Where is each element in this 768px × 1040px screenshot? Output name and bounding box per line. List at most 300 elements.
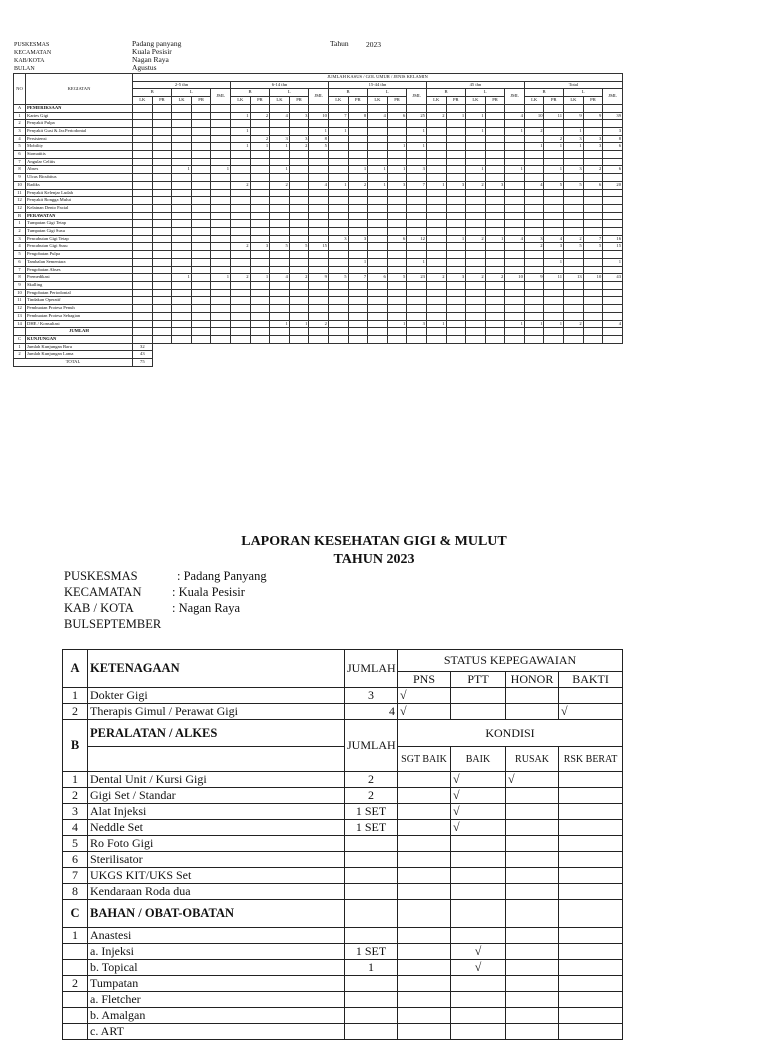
value-cell: 6	[387, 235, 407, 243]
value-cell	[466, 204, 486, 212]
value-cell	[328, 258, 348, 266]
value-cell	[544, 189, 564, 197]
value-cell	[348, 305, 368, 313]
value-cell	[446, 266, 466, 274]
value-cell	[407, 197, 427, 205]
value-cell: 1	[426, 181, 446, 189]
value-cell: 3	[603, 127, 623, 135]
value-cell: 10	[583, 274, 603, 282]
value-cell	[191, 235, 211, 243]
value-cell	[191, 243, 211, 251]
value-cell	[133, 189, 153, 197]
kasus-table	[13, 73, 623, 367]
value-cell	[309, 204, 329, 212]
value-cell	[426, 143, 446, 151]
table-row	[14, 127, 623, 135]
value-cell	[524, 258, 544, 266]
value-cell	[426, 305, 446, 313]
value-cell: 1	[270, 320, 290, 328]
value-cell	[250, 312, 270, 320]
value-cell	[172, 181, 192, 189]
value-cell	[152, 312, 172, 320]
value-cell	[270, 297, 290, 305]
check-cell: √	[506, 772, 559, 788]
row-jumlah: 4	[345, 704, 398, 720]
value-cell: 1	[524, 320, 544, 328]
value-cell	[583, 158, 603, 166]
value-cell	[328, 204, 348, 212]
value-cell	[348, 243, 368, 251]
row-jumlah: 1 SET	[345, 804, 398, 820]
value-cell	[446, 335, 466, 343]
value-cell	[211, 112, 231, 120]
value-cell	[387, 289, 407, 297]
value-cell	[368, 220, 388, 228]
value-cell	[211, 158, 231, 166]
value-cell	[544, 104, 564, 112]
value-cell	[524, 174, 544, 182]
section-title: PERALATAN / ALKES	[88, 720, 345, 747]
table-row	[14, 281, 623, 289]
info-row-puskesmas	[64, 568, 267, 584]
value-cell	[387, 189, 407, 197]
value-cell: 1	[544, 320, 564, 328]
value-cell	[407, 297, 427, 305]
value-cell	[133, 289, 153, 297]
value-cell	[426, 266, 446, 274]
check-cell	[559, 688, 623, 704]
value-cell	[544, 359, 564, 367]
value-cell	[270, 104, 290, 112]
value-cell	[564, 104, 584, 112]
row-kegiatan: Pembuatan Protesa Penuh	[26, 305, 133, 313]
table-row	[63, 747, 623, 772]
value-cell: 2	[289, 274, 309, 282]
value-cell	[348, 151, 368, 159]
value-cell	[328, 120, 348, 128]
value-cell	[603, 120, 623, 128]
check-cell	[451, 688, 506, 704]
value-cell: 1	[368, 181, 388, 189]
value-cell: 2	[466, 274, 486, 282]
value-cell	[230, 251, 250, 259]
value-cell	[133, 235, 153, 243]
jumlah-header: JUMLAH	[345, 650, 398, 688]
value-cell	[211, 328, 231, 336]
value-cell	[211, 212, 231, 220]
value-cell	[250, 297, 270, 305]
value-cell	[348, 335, 368, 343]
value-cell	[446, 189, 466, 197]
row-kegiatan: Abses	[26, 166, 133, 174]
value-cell	[309, 189, 329, 197]
value-cell	[603, 266, 623, 274]
value-cell	[505, 343, 525, 351]
row-no: 6	[14, 151, 26, 159]
value-cell	[191, 204, 211, 212]
value-cell	[133, 212, 153, 220]
check-cell	[506, 836, 559, 852]
value-kabkota: Nagan Raya	[132, 55, 169, 64]
value-cell	[152, 174, 172, 182]
value-cell	[603, 151, 623, 159]
value-cell: 2	[583, 166, 603, 174]
row-no: B	[14, 212, 26, 220]
value-cell	[250, 166, 270, 174]
value-cell	[368, 143, 388, 151]
value-cell	[270, 228, 290, 236]
value-cell	[191, 328, 211, 336]
value-cell	[152, 281, 172, 289]
value-cell: 1	[211, 166, 231, 174]
value-cell	[524, 204, 544, 212]
check-cell	[559, 1008, 623, 1024]
value-cell: 2	[466, 181, 486, 189]
check-cell	[506, 804, 559, 820]
pr-header: PR	[250, 97, 270, 105]
tahun-label: Tahun	[330, 39, 349, 48]
value-cell	[583, 189, 603, 197]
value-cell: 2	[466, 235, 486, 243]
sub-b-header: B	[133, 89, 172, 97]
value-cell	[230, 120, 250, 128]
value-cell	[270, 251, 290, 259]
value-cell	[289, 151, 309, 159]
value-cell	[348, 135, 368, 143]
value-cell: 1	[407, 127, 427, 135]
value-cell	[230, 305, 250, 313]
value-cell	[426, 104, 446, 112]
value-cell	[446, 312, 466, 320]
value-cell	[564, 228, 584, 236]
value-cell	[505, 281, 525, 289]
value-cell	[191, 127, 211, 135]
value-cell: 1	[407, 143, 427, 151]
table-row	[63, 976, 623, 992]
value-cell	[152, 143, 172, 151]
value-cell	[328, 212, 348, 220]
value-cell	[211, 104, 231, 112]
row-name: Therapis Gimul / Perawat Gigi	[88, 704, 345, 720]
value-cell	[524, 305, 544, 313]
value-cell	[250, 359, 270, 367]
table-row	[63, 720, 623, 747]
value-cell	[191, 135, 211, 143]
value-cell: 23	[407, 274, 427, 282]
value-cell: 1	[328, 127, 348, 135]
value-cell	[564, 289, 584, 297]
value-cell: 6	[603, 143, 623, 151]
value-cell	[485, 359, 505, 367]
check-cell	[398, 884, 451, 900]
check-cell	[451, 852, 506, 868]
status-header: STATUS KEPEGAWAIAN	[398, 650, 623, 672]
value-cell	[250, 197, 270, 205]
value-cell: 9	[564, 112, 584, 120]
value-cell: 3	[289, 112, 309, 120]
value-cell	[230, 328, 250, 336]
value-cell	[466, 289, 486, 297]
value-cell	[191, 251, 211, 259]
value-cell	[387, 104, 407, 112]
value-cell	[309, 266, 329, 274]
value-cell	[133, 151, 153, 159]
value-cell	[583, 174, 603, 182]
value-cell	[270, 328, 290, 336]
value-cell	[466, 189, 486, 197]
value-cell	[289, 120, 309, 128]
value-cell	[505, 266, 525, 274]
value-cell: 1	[505, 166, 525, 174]
value-cell	[583, 335, 603, 343]
value-cell	[270, 158, 290, 166]
value-cell	[250, 127, 270, 135]
value-cell	[524, 212, 544, 220]
value-cell	[191, 343, 211, 351]
lk-header: LK	[466, 97, 486, 105]
value-cell	[426, 351, 446, 359]
value-cell	[309, 343, 329, 351]
value-cell	[524, 289, 544, 297]
value-cell	[407, 312, 427, 320]
table-row	[14, 343, 623, 351]
row-no: 1	[14, 220, 26, 228]
value-cell: 43	[603, 274, 623, 282]
value-cell	[505, 120, 525, 128]
row-no	[14, 328, 26, 336]
value-cell: 5	[309, 143, 329, 151]
row-kegiatan: Stomatitis	[26, 151, 133, 159]
value-cell	[387, 197, 407, 205]
value-cell	[564, 251, 584, 259]
value-cell	[289, 104, 309, 112]
value-cell	[583, 343, 603, 351]
value-cell	[270, 235, 290, 243]
value-cell	[230, 235, 250, 243]
row-name: c. ART	[88, 1024, 345, 1040]
value-cell	[466, 104, 486, 112]
value-cell	[328, 189, 348, 197]
status-col-header: PNS	[398, 672, 451, 688]
value-cell	[368, 258, 388, 266]
value-cell	[524, 312, 544, 320]
value-cell: 1	[211, 274, 231, 282]
value-cell	[387, 158, 407, 166]
value-cell	[250, 220, 270, 228]
value-cell	[191, 220, 211, 228]
section-letter: B	[63, 720, 88, 772]
value-cell	[289, 312, 309, 320]
value-cell	[407, 359, 427, 367]
value-cell	[407, 251, 427, 259]
check-cell: √	[398, 704, 451, 720]
row-no: 1	[14, 112, 26, 120]
row-no: 14	[14, 320, 26, 328]
value-cell	[328, 166, 348, 174]
value-cell	[348, 143, 368, 151]
value-cell: 3	[446, 274, 466, 282]
value-cell: 4	[505, 235, 525, 243]
value-cell	[524, 158, 544, 166]
value-cell	[564, 351, 584, 359]
info-row-kabkota	[64, 600, 267, 616]
value-cell	[309, 335, 329, 343]
value-cell	[309, 174, 329, 182]
value-cell	[466, 320, 486, 328]
info-label: KECAMATAN	[64, 585, 142, 599]
value-cell	[583, 312, 603, 320]
age-group-header: 45 thn	[426, 81, 524, 89]
value-cell	[348, 127, 368, 135]
section-letter: A	[63, 650, 88, 688]
check-cell	[398, 868, 451, 884]
value-cell	[505, 220, 525, 228]
value-cell: 1	[544, 166, 564, 174]
jml-header: JML	[505, 89, 525, 104]
value-cell: 11	[544, 112, 564, 120]
value-cell	[133, 251, 153, 259]
value-cell	[152, 359, 172, 367]
value-cell	[426, 235, 446, 243]
value-cell	[466, 328, 486, 336]
value-cell	[309, 166, 329, 174]
value-cell	[348, 359, 368, 367]
value-cell	[230, 189, 250, 197]
value-cell	[603, 328, 623, 336]
table-row	[14, 258, 623, 266]
value-cell	[564, 220, 584, 228]
value-cell	[407, 120, 427, 128]
value-cell	[485, 127, 505, 135]
check-cell	[398, 1008, 451, 1024]
row-name: a. Fletcher	[88, 992, 345, 1008]
check-cell: √	[451, 804, 506, 820]
value-cell	[348, 158, 368, 166]
value-cell	[348, 197, 368, 205]
inventory-table	[62, 649, 623, 1040]
lk-header: LK	[368, 97, 388, 105]
check-cell	[559, 868, 623, 884]
report-info	[64, 568, 267, 632]
row-no: A	[14, 104, 26, 112]
value-cell	[172, 228, 192, 236]
sub-l-header: L	[564, 89, 603, 97]
value-cell	[368, 151, 388, 159]
value-cell	[603, 312, 623, 320]
value-cell	[152, 212, 172, 220]
pr-header: PR	[544, 97, 564, 105]
value-cell: 1	[387, 320, 407, 328]
value-cell: 3	[485, 181, 505, 189]
value-cell	[191, 174, 211, 182]
value-cell: 13	[564, 274, 584, 282]
row-kegiatan: Ulcus Bicubitus	[26, 174, 133, 182]
jumlah-header: JUMLAH	[345, 720, 398, 772]
value-cell	[191, 312, 211, 320]
value-cell	[446, 120, 466, 128]
value-cell	[544, 212, 564, 220]
value-cell	[387, 151, 407, 159]
row-no: 2	[63, 788, 88, 804]
row-kegiatan: PEMERIKSAAN	[26, 104, 133, 112]
value-cell	[544, 312, 564, 320]
value-cell	[524, 297, 544, 305]
value-cell	[309, 197, 329, 205]
value-cell	[446, 197, 466, 205]
value-cell	[211, 135, 231, 143]
value-cell	[387, 220, 407, 228]
value-cell	[328, 135, 348, 143]
value-cell	[524, 166, 544, 174]
row-name: Dental Unit / Kursi Gigi	[88, 772, 345, 788]
row-no: 1	[63, 928, 88, 944]
value-cell	[152, 120, 172, 128]
table-row	[63, 650, 623, 672]
value-cell	[466, 281, 486, 289]
value-cell	[172, 158, 192, 166]
value-cell	[603, 197, 623, 205]
row-no: 9	[14, 281, 26, 289]
value-cell	[211, 189, 231, 197]
value-cell: 1	[564, 143, 584, 151]
value-cell	[211, 351, 231, 359]
check-cell	[506, 960, 559, 976]
value-cell	[524, 359, 544, 367]
check-cell: √	[451, 960, 506, 976]
value-cell	[211, 289, 231, 297]
value-cell	[230, 174, 250, 182]
value-cell	[133, 312, 153, 320]
table-row	[63, 852, 623, 868]
value-cell	[250, 204, 270, 212]
check-cell	[559, 804, 623, 820]
value-cell	[368, 266, 388, 274]
value-cell	[446, 289, 466, 297]
row-jumlah: 2	[345, 772, 398, 788]
row-kegiatan: Pengobatan Periodontal	[26, 289, 133, 297]
value-cell	[505, 181, 525, 189]
check-cell	[398, 788, 451, 804]
value-cell	[348, 120, 368, 128]
value-cell	[230, 266, 250, 274]
value-cell: 3	[289, 135, 309, 143]
row-kegiatan: Penyakit Rongga Mulut	[26, 197, 133, 205]
value-cell	[309, 120, 329, 128]
check-cell	[559, 992, 623, 1008]
check-cell	[506, 1008, 559, 1024]
age-group-header: 6-14 thn	[230, 81, 328, 89]
value-cell	[485, 320, 505, 328]
value-cell	[289, 258, 309, 266]
value-cell	[466, 243, 486, 251]
value-cell	[407, 135, 427, 143]
value-cell: 1	[466, 112, 486, 120]
check-cell	[451, 884, 506, 900]
row-jumlah	[345, 852, 398, 868]
value-cell: 6	[387, 112, 407, 120]
value-cell	[211, 228, 231, 236]
value-cell	[387, 258, 407, 266]
value-cell	[387, 120, 407, 128]
row-no: 10	[14, 289, 26, 297]
value-cell	[309, 235, 329, 243]
value-cell	[152, 127, 172, 135]
value-cell	[426, 281, 446, 289]
row-no: 12	[14, 197, 26, 205]
value-cell	[407, 158, 427, 166]
value-cell	[191, 158, 211, 166]
value-puskesmas: Padang panyang	[132, 39, 182, 48]
